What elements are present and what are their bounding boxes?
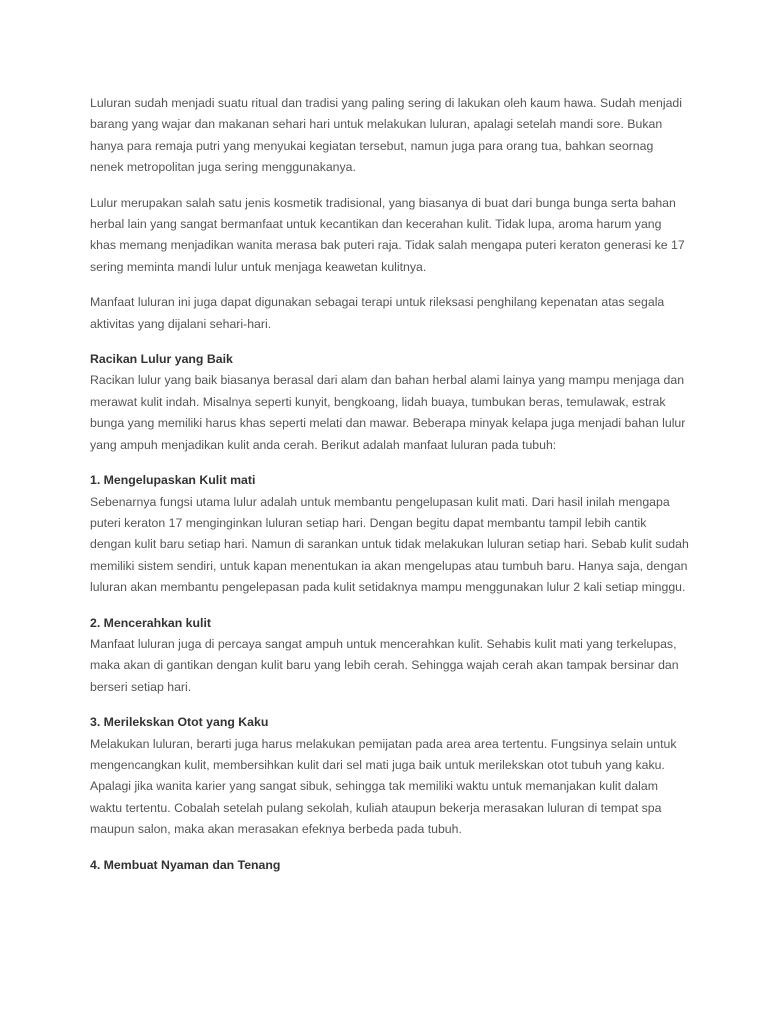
section-body: Melakukan luluran, berarti juga harus melakukan pemijatan pada area area tertentu. Fungsinya selain untuk mengencangkan kulit, membersihkan kulit dari sel mati juga baik untuk merilekskan otot tubuh yang kaku. Apalagi jika wanita karier yang sangat sibuk, sehingga tak memiliki waktu untuk memanjakan kulit dalam waktu tertentu. Cobalah setelah pulang sekolah, kuliah ataupun bekerja merasakan luluran di tempat spa maupun salon, maka akan merasakan efeknya berbeda pada tubuh. [90,736,677,837]
section-heading: 2. Mencerahkan kulit [90,615,211,630]
section-merilekskan [90,712,690,840]
section-body: Manfaat luluran juga di percaya sangat ampuh untuk mencerahkan kulit. Sehabis kulit mati yang terkelupas, maka akan di gantikan dengan kulit baru yang lebih cerah. Sehingga wajah cerah akan tampak bersinar dan berseri setiap hari. [90,636,679,694]
section-nyaman [90,855,690,876]
document-page [90,93,690,890]
section-heading: 4. Membuat Nyaman dan Tenang [90,857,281,872]
section-racikan [90,349,690,456]
section-heading: Racikan Lulur yang Baik [90,352,233,367]
intro-paragraph-2: Lulur merupakan salah satu jenis kosmetik tradisional, yang biasanya di buat dari bunga bunga serta bahan herbal lain yang sangat bermanfaat untuk kecantikan dan kecerahan kulit. Tidak lupa, aroma harum yang khas memang menjadikan wanita merasa bak puteri raja. Tidak salah mengapa puteri keraton generasi ke 17 sering meminta mandi lulur untuk menjaga keawetan kulitnya. [90,195,685,274]
section-heading: 1. Mengelupaskan Kulit mati [90,473,256,488]
section-body: Sebenarnya fungsi utama lulur adalah untuk membantu pengelupasan kulit mati. Dari hasil inilah mengapa puteri keraton 17 menginginkan luluran setiap hari. Dengan begitu dapat membantu tampil lebih cantik dengan kulit baru setiap hari. Namun di sarankan untuk tidak melakukan luluran setiap hari. Sebab kulit sudah memiliki sistem sendiri, untuk kapan menentukan ia akan mengelupas atau tumbuh baru. Hanya saja, dengan luluran akan membantu pengelepasan pada kulit setidaknya mampu menggunakan lulur 2 kali setiap minggu. [90,494,689,595]
section-mengelupaskan [90,470,690,598]
section-body: Racikan lulur yang baik biasanya berasal dari alam dan bahan herbal alami lainya yang mampu menjaga dan merawat kulit indah. Misalnya seperti kunyit, bengkoang, lidah buaya, tumbukan beras, temulawak, estrak bunga yang memiliki harus khas seperti melati dan mawar. Beberapa minyak kelapa juga menjadi bahan lulur yang ampuh menjadikan kulit anda cerah. Berikut adalah manfaat luluran pada tubuh: [90,373,686,452]
intro-paragraph-1: Luluran sudah menjadi suatu ritual dan tradisi yang paling sering di lakukan oleh kaum hawa. Sudah menjadi barang yang wajar dan makanan sehari hari untuk melakukan luluran, apalagi setelah mandi sore. Bukan hanya para remaja putri yang menyukai kegiatan tersebut, namun juga para orang tua, bahkan seornag nenek metropolitan juga sering menggunakanya. [90,96,682,175]
section-heading: 3. Merilekskan Otot yang Kaku [90,715,269,730]
intro-paragraph-3: Manfaat luluran ini juga dapat digunakan sebagai terapi untuk rileksasi penghilang kepenatan atas segala aktivitas yang dijalani sehari-hari. [90,295,665,331]
section-mencerahkan [90,613,690,699]
